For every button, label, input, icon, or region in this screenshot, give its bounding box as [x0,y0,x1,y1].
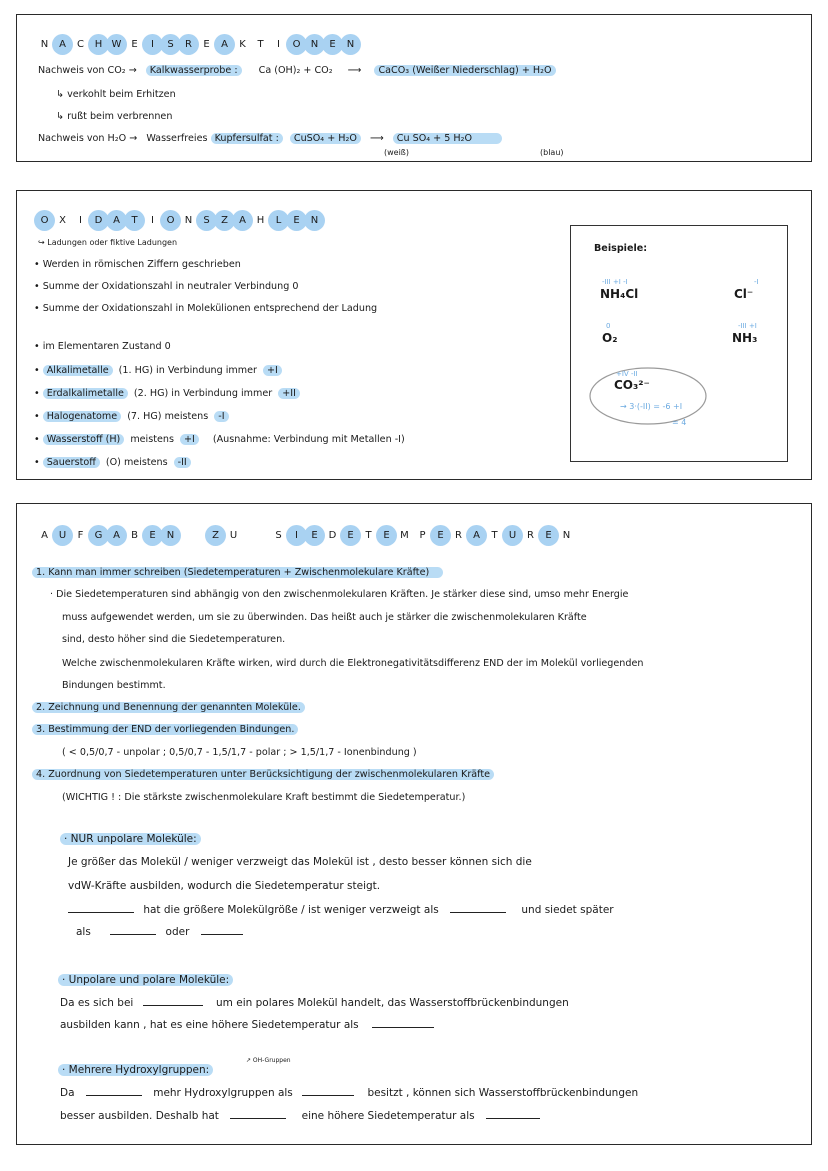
title-letter: A [466,525,487,546]
blank-10[interactable] [486,1109,540,1119]
title-letter: X [59,215,66,226]
up-heading-text: · Unpolare und polare Moleküle: [58,974,233,986]
title-letter: E [203,39,210,50]
unpolar-3a: hat die größere Molekülgröße / ist weniger verzweigt als [143,904,439,916]
up-1a: Da es sich bei [60,997,134,1009]
oxidation-rule-item: • Sauerstoff (O) meistens -II [34,456,191,470]
blank-5[interactable] [143,996,203,1006]
oxidation-value: +I [263,365,282,376]
title-letter: A [232,210,253,231]
title-letter: Z [205,525,226,546]
blank-9[interactable] [230,1109,286,1119]
title-letter: T [365,530,372,541]
example-carbonate: CO₃²⁻ [614,378,650,392]
h2o-arrow: ⟶ [369,133,384,144]
blank-4[interactable] [201,925,243,935]
co2-test: Kalkwasserprobe : [146,65,242,76]
oxidation-value: +II [278,388,300,399]
up-heading [58,973,233,987]
co2-label: Nachweis von CO₂ → [38,65,137,76]
title-letter: I [151,215,154,226]
carbonate-calc: → 3·(-II) = -6 +I [620,402,683,411]
oxidation-rule-item: • Erdalkalimetalle (2. HG) in Verbindung immer +II [34,387,300,401]
element-group-rest: (7. HG) meistens [127,411,209,422]
task-3 [32,723,298,737]
title-letter: N [160,525,181,546]
example-chloride: Cl⁻ [734,287,754,301]
title-letter: A [52,34,73,55]
example-nh4cl: NH₄Cl [600,287,639,301]
title-letter: E [340,525,361,546]
task-1 [32,566,443,580]
hydroxyl-1b: mehr Hydroxylgruppen als [153,1087,293,1099]
title-letter: D [88,210,109,231]
element-group-rest: meistens [130,434,174,445]
title-letter: I [79,215,82,226]
title-letter: T [257,39,264,50]
title-letter: U [229,530,238,541]
oxidation-rule-item: • Halogenatome (7. HG) meistens -I [34,410,229,424]
ex1-oxidation-numbers: -III +I -I [602,278,628,286]
h2o-test-a: Wasserfreies [146,133,208,144]
oxidation-rule-item: • Wasserstoff (H) meistens +I (Ausnahme: Verbindung mit Metallen -I) [34,434,405,445]
title-letter: N [304,34,325,55]
ex5-oxidation-numbers: +IV -II [616,370,638,378]
title-letter: U [502,525,523,546]
title-letter: R [527,530,534,541]
example-nh3: NH₃ [732,331,758,345]
task-1-text: 1. Kann man immer schreiben (Siedetemperaturen + Zwischenmolekulare Kräfte) [32,567,443,578]
title-letter: K [239,39,246,50]
title-letter: O [34,210,55,231]
unpolar-1: Je größer das Molekül / weniger verzweigt das Molekül ist , desto besser können sich die [68,856,532,868]
element-group-name: Halogenatome [43,411,121,422]
title-letter: L [268,210,289,231]
unpolar-4a: als [76,926,91,938]
title-letter: S [275,530,282,541]
co2-eq2: CaCO₃ (Weißer Niederschlag) + H₂O [374,65,555,76]
section-title-nachweisreaktionen [34,34,358,55]
title-letter: N [340,34,361,55]
up-1b: um ein polares Molekül handelt, das Wasserstoffbrückenbindungen [216,997,569,1009]
carbonate-calc-result: = 4 [672,418,687,427]
title-letter: E [142,525,163,546]
note-verkohlt: ↳ verkohlt beim Erhitzen [56,89,176,100]
element-group-rest: (1. HG) in Verbindung immer [118,365,257,376]
hydroxyl-heading-text: · Mehrere Hydroxylgruppen: [58,1064,213,1076]
rule-elementar: • im Elementaren Zustand 0 [34,341,171,352]
task4-detail: (WICHTIG ! : Die stärkste zwischenmolekulare Kraft bestimmt die Siedetemperatur.) [62,792,466,803]
unpolar-3 [68,903,614,917]
unpolar-heading [60,832,201,846]
title-letter: E [376,525,397,546]
element-group-rest: (2. HG) in Verbindung immer [133,388,273,399]
element-group-name: Alkalimetalle [43,365,113,376]
label-weiss: (weiß) [384,148,409,157]
oxidation-rule-item: • Alkalimetalle (1. HG) in Verbindung immer +I [34,364,282,378]
title-letter: H [88,34,109,55]
title-letter: Z [214,210,235,231]
element-group-name: Wasserstoff (H) [43,434,125,445]
title-letter: T [124,210,145,231]
beispiele-title: Beispiele: [594,243,648,254]
section-title-aufgaben [34,525,574,546]
task1-p5: Bindungen bestimmt. [62,680,166,691]
title-letter: O [160,210,181,231]
title-letter: E [304,525,325,546]
title-letter: D [328,530,337,541]
title-letter: S [196,210,217,231]
note-russt: ↳ rußt beim verbrennen [56,111,173,122]
co3-annotation-ellipse [586,364,716,434]
title-letter: A [106,525,127,546]
h2o-eq2: Cu SO₄ + 5 H₂O [393,133,502,144]
title-letter: U [52,525,73,546]
element-group-name: Sauerstoff [43,457,100,468]
task-4 [32,768,494,782]
title-letter: O [286,34,307,55]
co2-line [38,64,556,78]
title-letter: S [160,34,181,55]
task1-p4: Welche zwischenmolekularen Kräfte wirken, wird durch die Elektronegativitätsdifferenz END der im Molekül vorliegenden [62,658,644,669]
example-o2: O₂ [602,331,618,345]
hydroxyl-2 [60,1109,540,1123]
title-letter: E [430,525,451,546]
oxidation-exception: (Ausnahme: Verbindung mit Metallen -I) [212,434,405,445]
title-letter: E [286,210,307,231]
oxidation-value: -II [174,457,191,468]
task-2 [32,701,305,715]
title-letter: H [256,215,265,226]
title-letter: A [41,530,48,541]
section-title-oxidationszahlen [34,210,322,231]
title-letter: A [214,34,235,55]
blank-8[interactable] [302,1086,354,1096]
oxidation-value: +I [180,434,199,445]
ex2-oxidation-number: -I [754,278,759,286]
co2-eq1: Ca (OH)₂ + CO₂ [258,65,333,76]
title-letter: I [277,39,280,50]
title-letter [241,525,271,546]
blank-6[interactable] [372,1018,434,1028]
oxidation-subtitle: ↪ Ladungen oder fiktive Ladungen [38,238,178,247]
task1-p3: sind, desto höher sind die Siedetemperaturen. [62,634,286,645]
title-letter: N [40,39,49,50]
up-2 [60,1018,434,1032]
ex4-oxidation-numbers: -III +I [738,322,757,330]
hydroxyl-heading [58,1063,213,1077]
title-letter: E [322,34,343,55]
title-letter [178,525,208,546]
title-letter: B [131,530,138,541]
task-3-text: 3. Bestimmung der END der vorliegenden Bindungen. [32,724,298,735]
title-letter: G [88,525,109,546]
unpolar-2: vdW-Kräfte ausbilden, wodurch die Siedetemperatur steigt. [68,880,381,892]
co2-arrow: ⟶ [347,65,362,76]
label-blau: (blau) [540,148,564,157]
title-letter: N [304,210,325,231]
unpolar-4 [76,925,243,939]
rule-3: • Summe der Oxidationszahl in Molekülionen entsprechend der Ladung [34,303,378,314]
up-1 [60,996,569,1010]
title-letter: E [131,39,138,50]
element-group-rest: (O) meistens [105,457,168,468]
task-4-text: 4. Zuordnung von Siedetemperaturen unter Berücksichtigung der zwischenmolekularen Kräfte [32,769,494,780]
oxidation-value: -I [214,411,228,422]
unpolar-heading-text: · NUR unpolare Moleküle: [60,833,201,845]
hydroxyl-2b: eine höhere Siedetemperatur als [301,1110,475,1122]
title-letter: E [538,525,559,546]
title-letter: A [106,210,127,231]
title-letter: R [455,530,462,541]
up-2a: ausbilden kann , hat es eine höhere Siedetemperatur als [60,1019,359,1031]
title-letter: M [400,530,409,541]
element-group-name: Erdalkalimetalle [43,388,128,399]
task-2-text: 2. Zeichnung und Benennung der genannten Moleküle. [32,702,305,713]
hydroxyl-note: ↗ OH-Gruppen [246,1057,291,1064]
title-letter: F [77,530,84,541]
blank-7[interactable] [86,1086,142,1096]
rule-2: • Summe der Oxidationszahl in neutraler Verbindung 0 [34,281,299,292]
blank-1[interactable] [68,903,134,913]
title-letter: T [491,530,498,541]
task1-p2: muss aufgewendet werden, um sie zu überwinden. Das heißt auch je stärker die zwischenmolekularen Kräfte [62,612,587,623]
task1-p1: · Die Siedetemperaturen sind abhängig von den zwischenmolekularen Kräften. Je stärker diese sind, umso mehr Energie [50,589,629,600]
hydroxyl-2a: besser ausbilden. Deshalb hat [60,1110,219,1122]
h2o-line [38,132,502,146]
title-letter: I [142,34,163,55]
title-letter: P [419,530,426,541]
title-letter: I [286,525,307,546]
hydroxyl-1c: besitzt , können sich Wasserstoffbrückenbindungen [367,1087,639,1099]
title-letter: R [178,34,199,55]
rule-1: • Werden in römischen Ziffern geschrieben [34,259,241,270]
h2o-test-b: Kupfersulfat : [211,133,283,144]
unpolar-4b: oder [165,926,190,938]
hydroxyl-1a: Da [60,1087,75,1099]
title-letter: C [77,39,84,50]
ex3-oxidation-number: 0 [606,322,611,330]
h2o-label: Nachweis von H₂O → [38,133,138,144]
hydroxyl-1 [60,1086,638,1100]
task3-detail: ( < 0,5/0,7 - unpolar ; 0,5/0,7 - 1,5/1,7 - polar ; > 1,5/1,7 - Ionenbindung ) [62,747,417,758]
blank-2[interactable] [450,903,506,913]
blank-3[interactable] [110,925,156,935]
title-letter: N [562,530,571,541]
unpolar-3b: und siedet später [521,904,614,916]
title-letter: N [184,215,193,226]
h2o-eq1: CuSO₄ + H₂O [290,133,361,144]
title-letter: W [106,34,127,55]
